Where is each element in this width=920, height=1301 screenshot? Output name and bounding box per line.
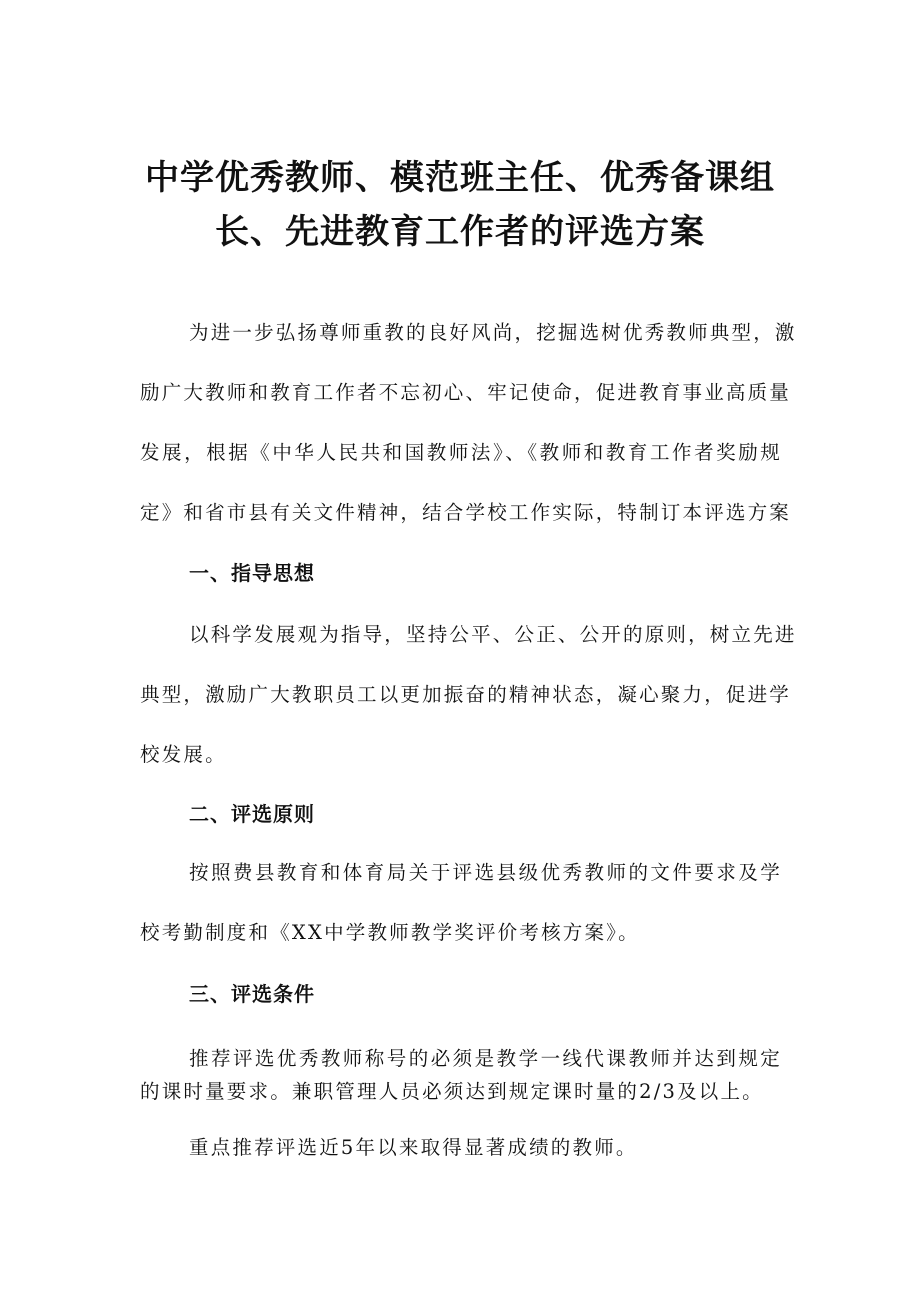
section1-line-1: 以科学发展观为指导，坚持公平、公正、公开的原则，树立先进 <box>189 623 797 646</box>
intro-line-4: 定》和省市县有关文件精神，结合学校工作实际，特制订本评选方案 <box>140 501 792 524</box>
section3-line-1: 推荐评选优秀教师称号的必须是教学一线代课教师并达到规定 <box>189 1047 782 1070</box>
section2-line-1: 按照费县教育和体育局关于评选县级优秀教师的文件要求及学 <box>189 861 782 884</box>
section2-line-2: 校考勤制度和《XX中学教师教学奖评价考核方案》。 <box>140 921 640 944</box>
section-heading-guiding-ideology: 一、指导思想 <box>189 561 315 585</box>
section3-line-2: 的课时量要求。兼职管理人员必须达到规定课时量的2/3及以上。 <box>140 1080 764 1103</box>
document-title-line-2: 长、先进教育工作者的评选方案 <box>215 212 705 252</box>
section1-line-2: 典型，激励广大教职员工以更加振奋的精神状态，凝心聚力，促进学 <box>140 683 792 706</box>
document-title-line-1: 中学优秀教师、模范班主任、优秀备课组 <box>145 158 775 198</box>
section-heading-selection-principles: 二、评选原则 <box>189 802 315 826</box>
intro-line-3: 发展，根据《中华人民共和国教师法》、《教师和教育工作者奖励规 <box>140 441 782 464</box>
section1-line-3: 校发展。 <box>140 743 227 766</box>
section3-extra-line: 重点推荐评选近5年以来取得显著成绩的教师。 <box>189 1136 638 1159</box>
intro-line-1: 为进一步弘扬尊师重教的良好风尚，挖掘选树优秀教师典型，激 <box>189 321 797 344</box>
intro-line-2: 励广大教师和教育工作者不忘初心、牢记使命，促进教育事业高质量 <box>140 381 792 404</box>
section-heading-selection-criteria: 三、评选条件 <box>189 982 315 1006</box>
